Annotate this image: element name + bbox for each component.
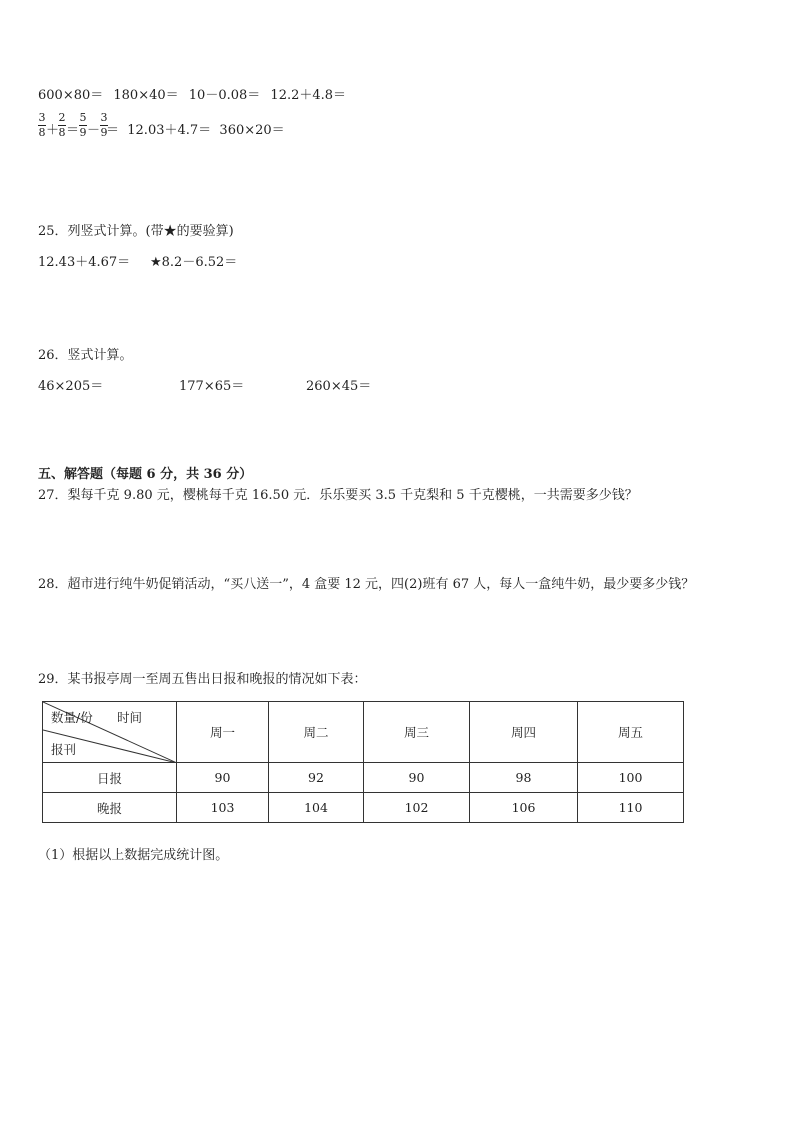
table-cell: 90 (177, 763, 269, 793)
q29-sub1: （1）根据以上数据完成统计图。 (38, 848, 229, 863)
fraction: 5 9 (79, 111, 87, 139)
table-cell: 90 (364, 763, 470, 793)
calc-item: 12.2＋4.8＝ (270, 88, 347, 103)
corner-label-quantity: 数量/份 (51, 710, 93, 725)
table-header-cell: 周一 (177, 702, 269, 763)
table-header-cell: 周五 (578, 702, 684, 763)
row-label: 晚报 (43, 793, 177, 823)
table-cell: 106 (470, 793, 578, 823)
fraction: 2 8 (58, 111, 66, 139)
calc-row-2-rest: ＝ 12.03＋4.7＝ 360×20＝ (106, 123, 285, 138)
section-title: 五、解答题（每题 6 分，共 36 分） (38, 467, 253, 482)
table-corner-cell (43, 702, 177, 763)
table-cell: 102 (364, 793, 470, 823)
calc-item: 600×80＝ (38, 88, 104, 103)
corner-label-newspaper: 报刊 (51, 742, 77, 757)
table-header-cell: 周四 (470, 702, 578, 763)
equals-sign: ＝ (66, 123, 80, 138)
sales-table (42, 701, 684, 823)
q26-item: 46×205＝ (38, 379, 104, 394)
q25-item: 12.43＋4.67＝ (38, 255, 131, 270)
q25-title: 25．列竖式计算。(带★的要验算) (38, 224, 234, 239)
calc-item: 10－0.08＝ (188, 88, 261, 103)
q26-title: 26．竖式计算。 (38, 348, 133, 363)
q27-text: 27．梨每千克 9.80 元，樱桃每千克 16.50 元．乐乐要买 3.5 千克梨和 5 千克樱桃，一共需要多少钱？ (38, 488, 638, 503)
minus-sign: － (87, 123, 101, 138)
calc-row-1 (38, 84, 346, 103)
table-row (43, 793, 684, 823)
table-row (43, 763, 684, 793)
table-header-cell: 周三 (364, 702, 470, 763)
table-cell: 92 (269, 763, 364, 793)
q28-text: 28．超市进行纯牛奶促销活动，“买八送一”，4 盒要 12 元，四(2)班有 67 人，每人一盒纯牛奶，最少要多少钱？ (38, 577, 695, 592)
fraction: 3 9 (100, 111, 108, 139)
table-cell: 98 (470, 763, 578, 793)
row-label: 日报 (43, 763, 177, 793)
table-header-cell: 周二 (269, 702, 364, 763)
q29-text: 29．某书报亭周一至周五售出日报和晚报的情况如下表： (38, 672, 367, 687)
corner-label-time: 时间 (117, 710, 143, 725)
q25-item: ★8.2－6.52＝ (150, 255, 238, 270)
table-cell: 100 (578, 763, 684, 793)
table-cell: 103 (177, 793, 269, 823)
calc-item: 180×40＝ (113, 88, 179, 103)
table-cell: 110 (578, 793, 684, 823)
table-cell: 104 (269, 793, 364, 823)
q26-item: 177×65＝ (179, 379, 245, 394)
table-header-row (43, 702, 684, 763)
plus-sign: ＋ (46, 123, 60, 138)
fraction: 3 8 (38, 111, 46, 139)
q26-item: 260×45＝ (306, 379, 372, 394)
